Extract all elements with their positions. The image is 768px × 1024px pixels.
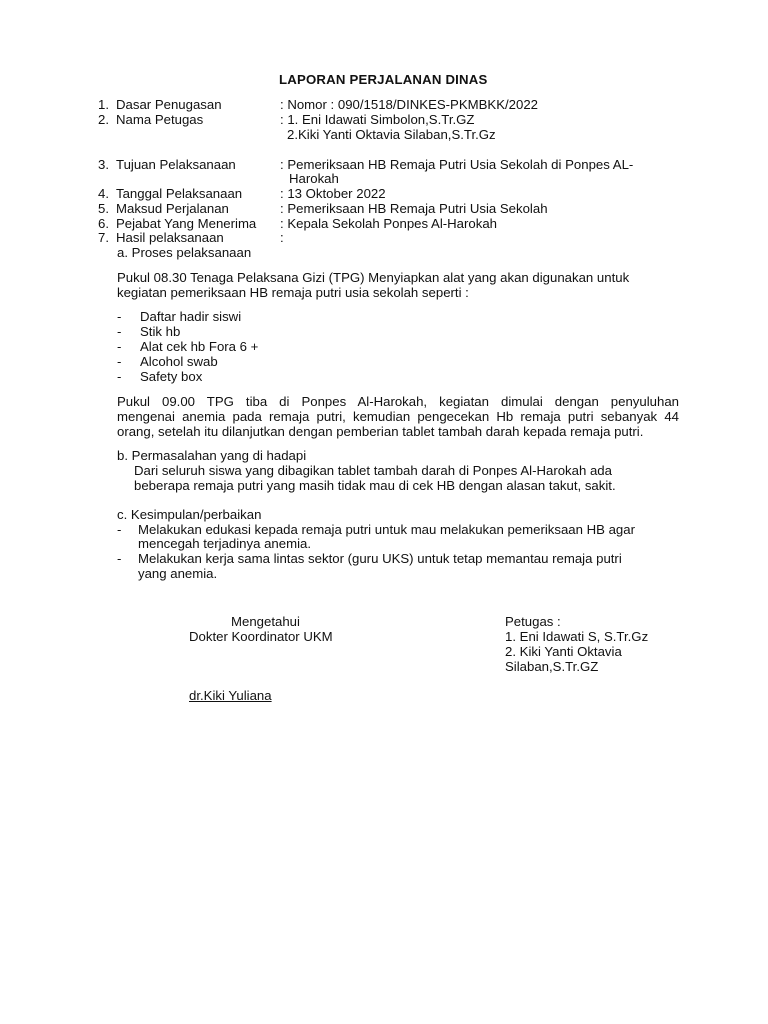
list-item-continued: yang anemia. (138, 566, 218, 581)
list-item-continued: mencegah terjadinya anemia. (138, 536, 312, 551)
signature-left-name: dr.Kiki Yuliana (189, 688, 272, 703)
section-a-paragraph-line: kegiatan pemeriksaan HB remaja putri usia sekolah seperti : (117, 285, 469, 300)
list-item: Melakukan kerja sama lintas sektor (guru UKS) untuk tetap memantau remaja putri (138, 551, 622, 566)
list-item: Melakukan edukasi kepada remaja putri untuk mau melakukan pemeriksaan HB agar (138, 522, 635, 537)
field-value: : Pemeriksaan HB Remaja Putri Usia Sekolah di Ponpes AL- (280, 157, 634, 172)
list-item: Daftar hadir siswi (140, 309, 242, 324)
section-b-heading: b. Permasalahan yang di hadapi (117, 448, 307, 463)
field-value: : Nomor : 090/1518/DINKES-PKMBKK/2022 (280, 97, 539, 112)
field-value: : (280, 230, 284, 245)
bullet-dash: - (117, 309, 122, 324)
signature-left-title: Mengetahui (231, 614, 300, 629)
section-a-paragraph-line: orang, setelah itu dilanjutkan dengan pemberian tablet tambah darah kepada remaja putri. (117, 424, 644, 439)
signature-right-title: Petugas : (505, 614, 561, 629)
field-number: 2. (98, 112, 109, 127)
field-label: Hasil pelaksanaan (116, 230, 224, 245)
field-label: Pejabat Yang Menerima (116, 216, 257, 231)
list-item: Alat cek hb Fora 6 + (140, 339, 259, 354)
bullet-dash: - (117, 324, 122, 339)
field-value: : Kepala Sekolah Ponpes Al-Harokah (280, 216, 498, 231)
bullet-dash: - (117, 354, 122, 369)
field-label: Nama Petugas (116, 112, 204, 127)
bullet-dash: - (117, 369, 122, 384)
section-a-paragraph-line: Pukul 08.30 Tenaga Pelaksana Gizi (TPG) Menyiapkan alat yang akan digunakan untuk (117, 270, 630, 285)
list-item: Safety box (140, 369, 203, 384)
signature-right-line: Silaban,S.Tr.GZ (505, 659, 599, 674)
section-b-line: Dari seluruh siswa yang dibagikan tablet tambah darah di Ponpes Al-Harokah ada (134, 463, 612, 478)
list-item: Stik hb (140, 324, 181, 339)
field-label: Maksud Perjalanan (116, 201, 229, 216)
field-value: : Pemeriksaan HB Remaja Putri Usia Sekolah (280, 201, 548, 216)
bullet-dash: - (117, 551, 122, 566)
field-number: 3. (98, 157, 109, 172)
field-number: 5. (98, 201, 109, 216)
signature-right-line: 1. Eni Idawati S, S.Tr.Gz (505, 629, 649, 644)
document-title: LAPORAN PERJALANAN DINAS (279, 72, 488, 87)
section-a-heading: a. Proses pelaksanaan (117, 245, 252, 260)
field-label: Dasar Penugasan (116, 97, 222, 112)
signature-left-position: Dokter Koordinator UKM (189, 629, 333, 644)
field-value: : 1. Eni Idawati Simbolon,S.Tr.GZ (280, 112, 475, 127)
field-value-continued: Harokah (289, 171, 339, 186)
section-c-heading: c. Kesimpulan/perbaikan (117, 507, 262, 522)
field-label: Tujuan Pelaksanaan (116, 157, 236, 172)
field-label: Tanggal Pelaksanaan (116, 186, 243, 201)
field-number: 6. (98, 216, 109, 231)
field-number: 4. (98, 186, 109, 201)
field-value: : 13 Oktober 2022 (280, 186, 386, 201)
field-number: 7. (98, 230, 109, 245)
section-b-line: beberapa remaja putri yang masih tidak mau di cek HB dengan alasan takut, sakit. (134, 478, 616, 493)
field-value-continued: 2.Kiki Yanti Oktavia Silaban,S.Tr.Gz (287, 127, 496, 142)
list-item: Alcohol swab (140, 354, 218, 369)
section-a-paragraph-line: mengenai anemia pada remaja putri, kemudian pengecekan Hb remaja putri sebanyak 44 (117, 409, 679, 424)
section-a-paragraph-line: Pukul 09.00 TPG tiba di Ponpes Al-Harokah, kegiatan dimulai dengan penyuluhan (117, 394, 679, 409)
signature-right-line: 2. Kiki Yanti Oktavia (505, 644, 622, 659)
bullet-dash: - (117, 522, 122, 537)
bullet-dash: - (117, 339, 122, 354)
field-number: 1. (98, 97, 109, 112)
